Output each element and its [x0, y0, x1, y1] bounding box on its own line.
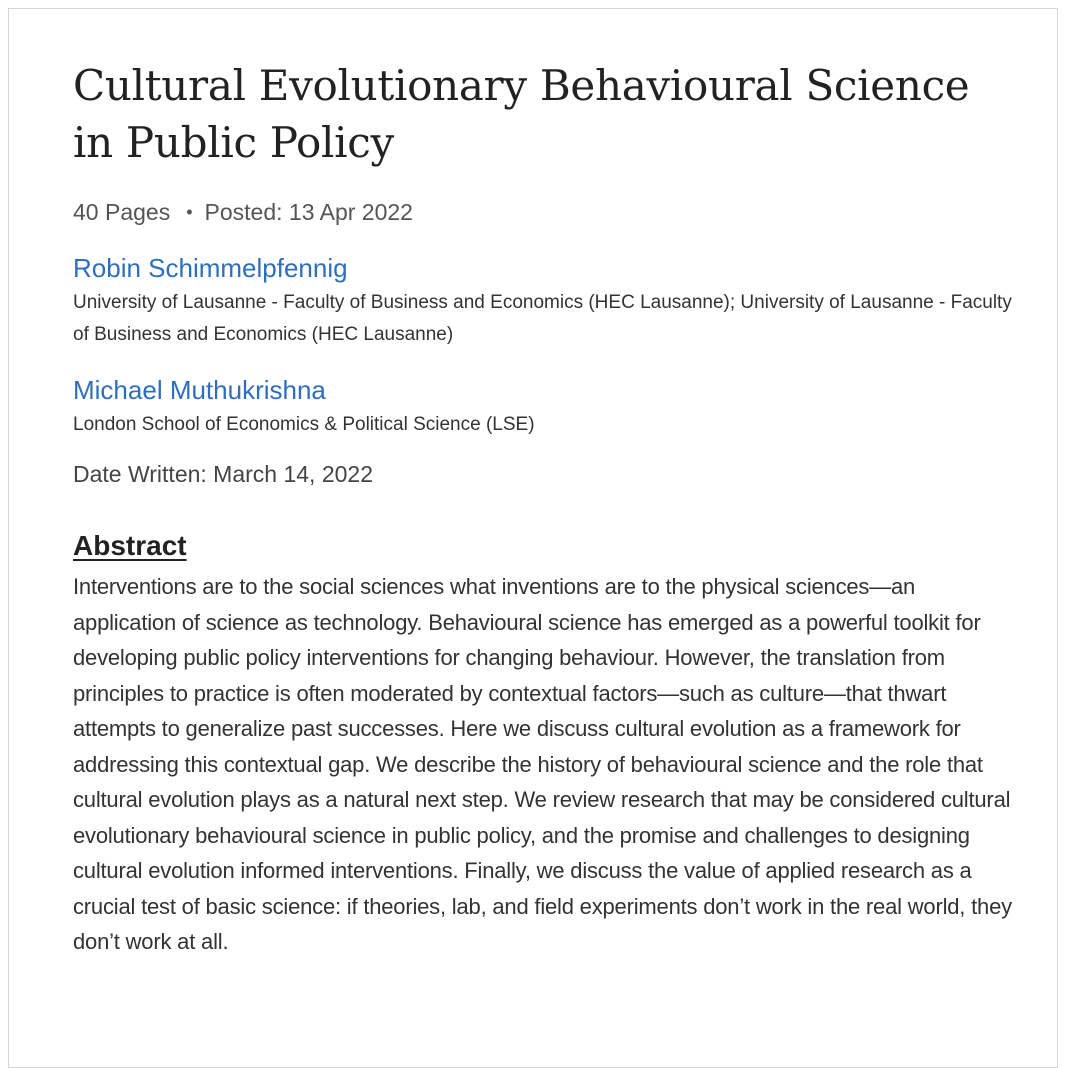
- author-link[interactable]: Robin Schimmelpfennig: [73, 253, 348, 283]
- meta-separator: •: [186, 202, 193, 222]
- author-block: [73, 251, 1013, 351]
- date-written: Date Written: March 14, 2022: [73, 461, 373, 487]
- abstract-heading: Abstract: [73, 530, 187, 561]
- abstract-text: Interventions are to the social sciences what inventions are to the physical sciences—an application of science as technology. Behavioural science has emerged as a powerful toolkit for developing public policy interventions for changing behaviour. However, the translation from principles to practice is often moderated by contextual factors—such as culture—that thwart attempts to generalize past successes. Here we discuss cultural evolution as a framework for addressing this contextual gap. We describe the history of behavioural science and the role that cultural evolution plays as a natural next step. We review research that may be considered cultural evolutionary behavioural science in public policy, and the promise and challenges to designing cultural evolution informed interventions. Finally, we discuss the value of applied research as a crucial test of basic science: if theories, lab, and field experiments don’t work in the real world, they don’t work at all.: [73, 574, 1012, 954]
- paper-card: [8, 8, 1058, 1068]
- author-link[interactable]: Michael Muthukrishna: [73, 375, 326, 405]
- paper-content: [73, 57, 1013, 960]
- paper-meta: [73, 197, 1013, 229]
- page-count: 40 Pages: [73, 199, 171, 225]
- author-affiliation: London School of Economics & Political Science (LSE): [73, 414, 535, 435]
- author-block: [73, 373, 1013, 441]
- author-affiliation: University of Lausanne - Faculty of Business and Economics (HEC Lausanne); University of Lausanne - Faculty of Business and Economics (HEC Lausanne): [73, 292, 1012, 345]
- posted-date: Posted: 13 Apr 2022: [204, 199, 413, 225]
- paper-title: Cultural Evolutionary Behavioural Science in Public Policy: [73, 61, 970, 167]
